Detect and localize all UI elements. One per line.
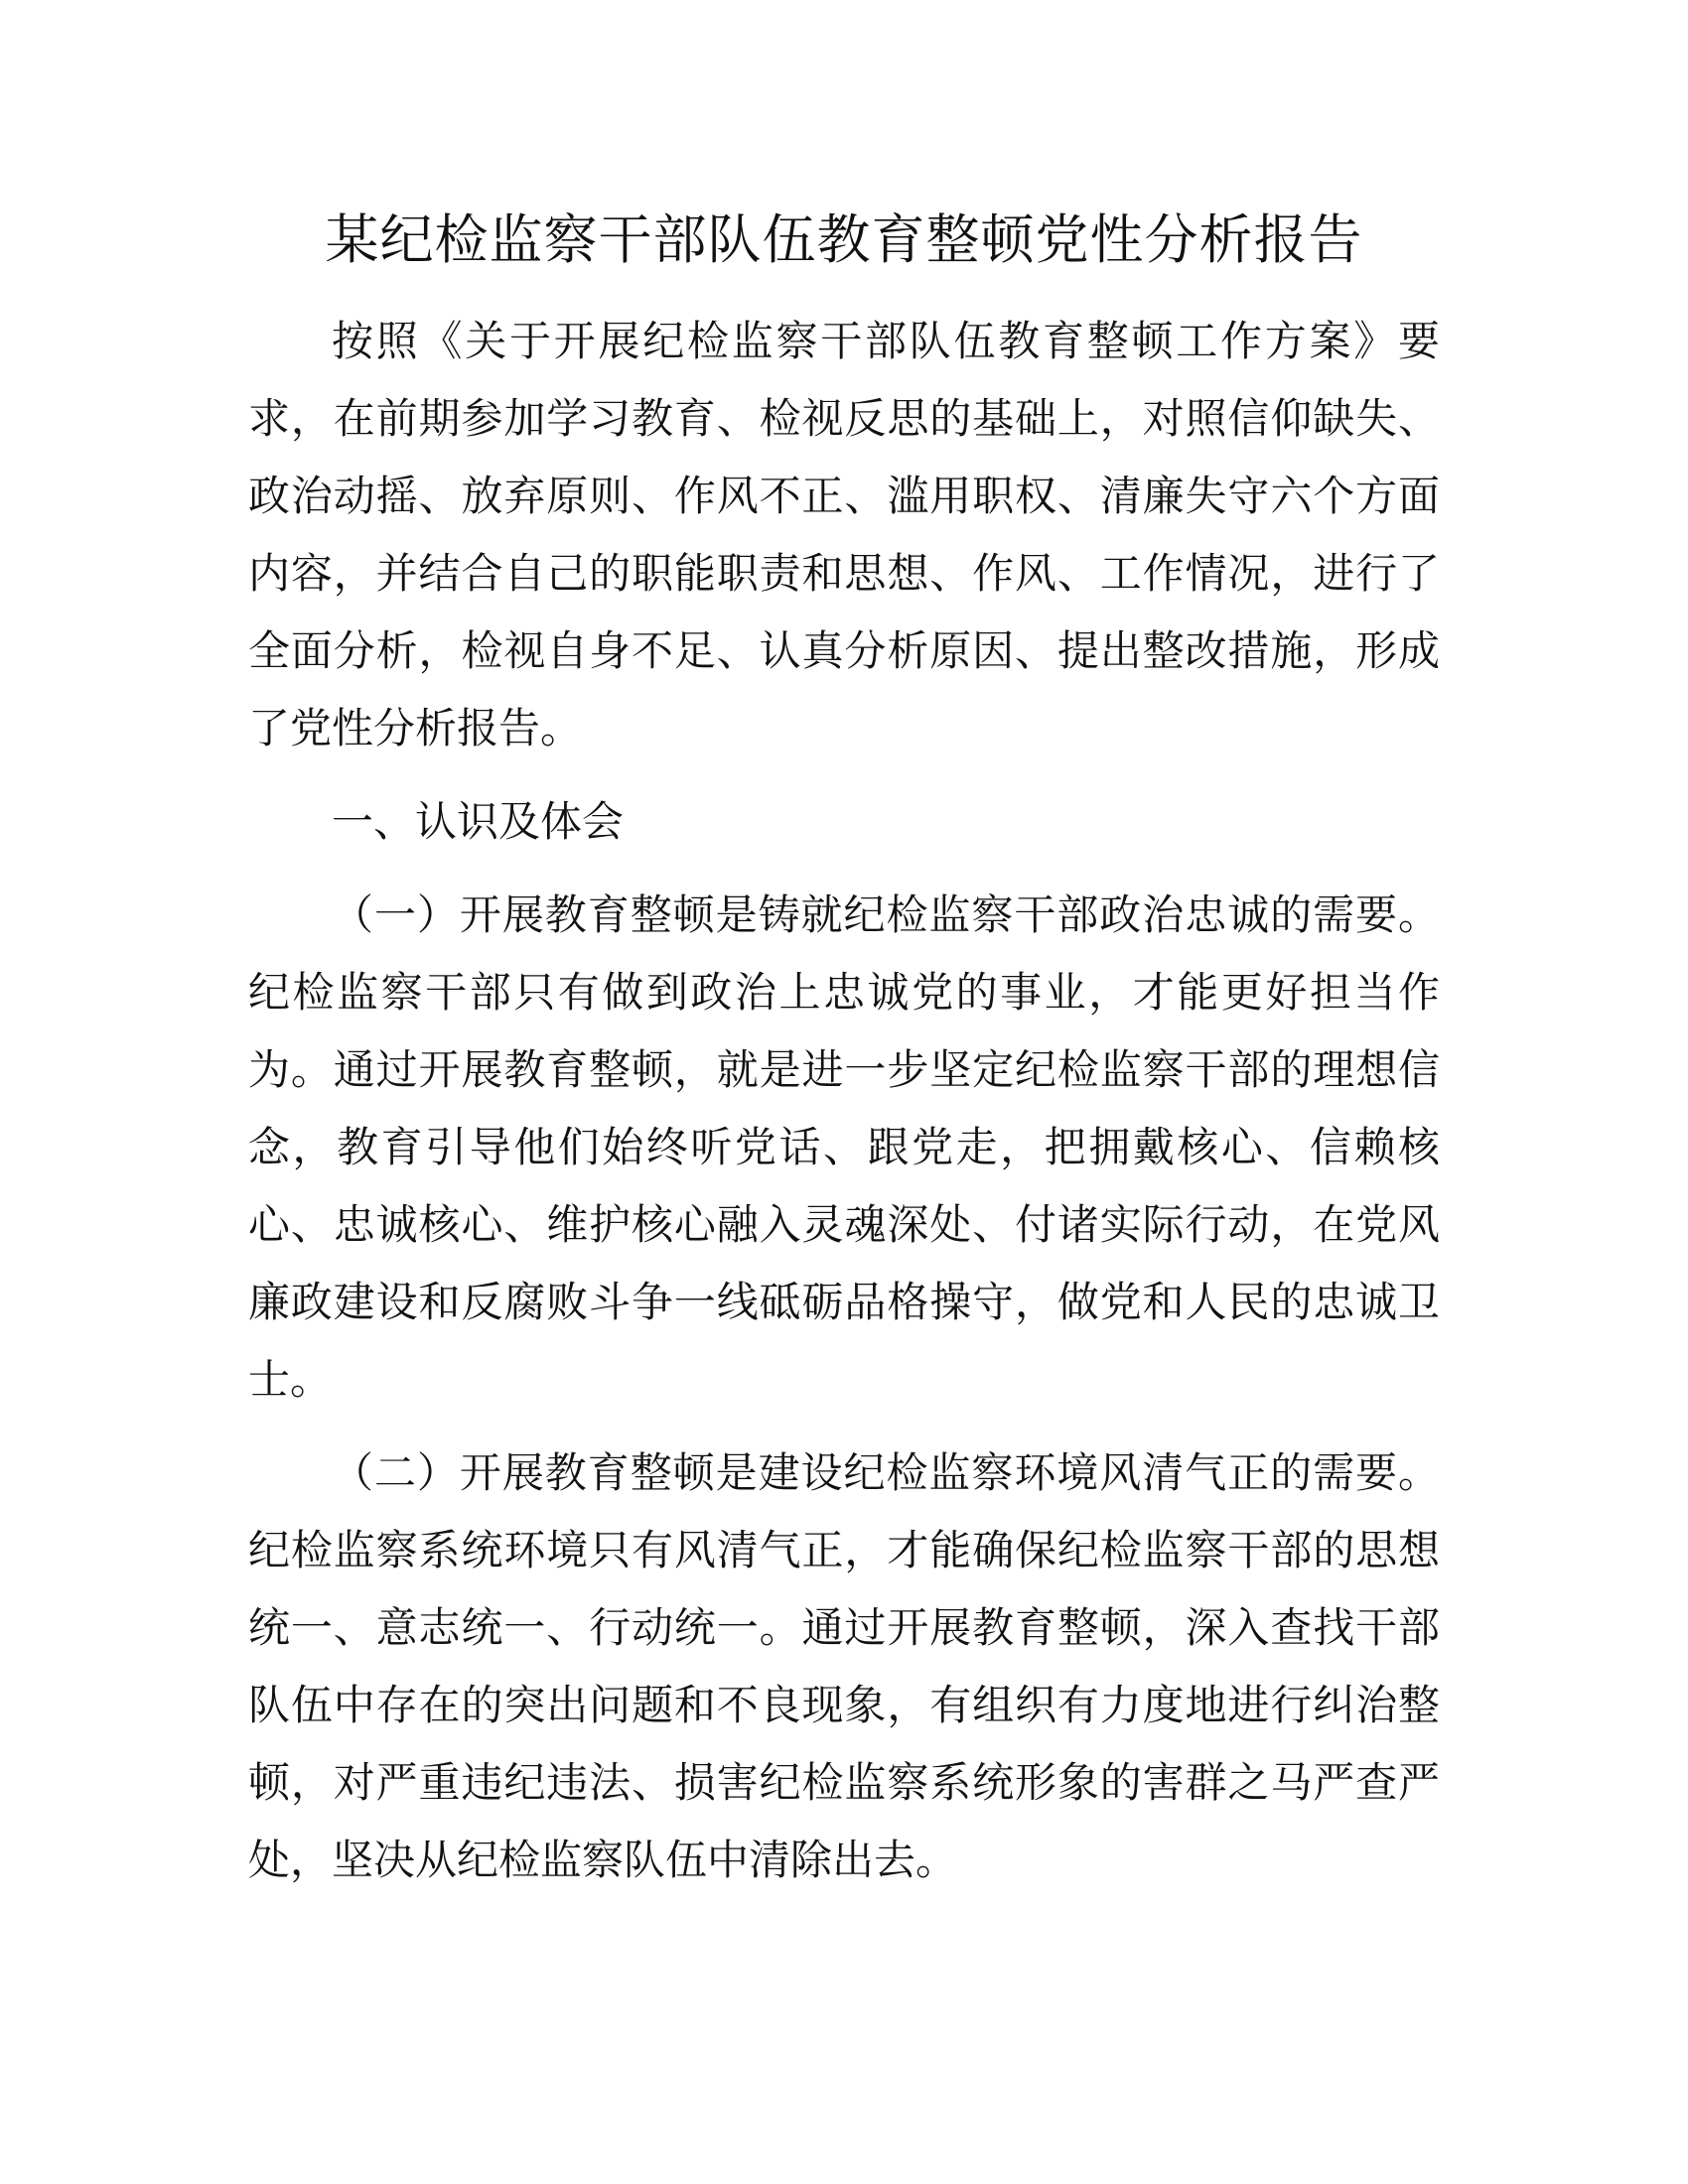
- intro-paragraph: 按照《关于开展纪检监察干部队伍教育整顿工作方案》要求，在前期参加学习教育、检视反思的基础上，对照信仰缺失、政治动摇、放弃原则、作风不正、滥用职权、清廉失守六个方面内容，并结合自己的职能职责和思想、作风、工作情况，进行了全面分析，检视自身不足、认真分析原因、提出整改措施，形成了党性分析报告。: [248, 317, 1440, 752]
- document-title: 某纪检监察干部队伍教育整顿党性分析报告: [325, 208, 1363, 271]
- point-one-paragraph: （一）开展教育整顿是铸就纪检监察干部政治忠诚的需要。纪检监察干部只有做到政治上忠诚党的事业，才能更好担当作为。通过开展教育整顿，就是进一步坚定纪检监察干部的理想信念，教育引导他们始终听党话、跟党走，把拥戴核心、信赖核心、忠诚核心、维护核心融入灵魂深处、付诸实际行动，在党风廉政建设和反腐败斗争一线砥砺品格操守，做党和人民的忠诚卫士。: [248, 890, 1440, 1404]
- section-heading: 一、认识及体会: [332, 797, 625, 846]
- document-body: [248, 303, 1440, 1899]
- point-two-paragraph: （二）开展教育整顿是建设纪检监察环境风清气正的需要。纪检监察系统环境只有风清气正，才能确保纪检监察干部的思想统一、意志统一、行动统一。通过开展教育整顿，深入查找干部队伍中存在的突出问题和不良现象，有组织有力度地进行纠治整顿，对严重违纪违法、损害纪检监察系统形象的害群之马严查严处，坚决从纪检监察队伍中清除出去。: [248, 1448, 1440, 1884]
